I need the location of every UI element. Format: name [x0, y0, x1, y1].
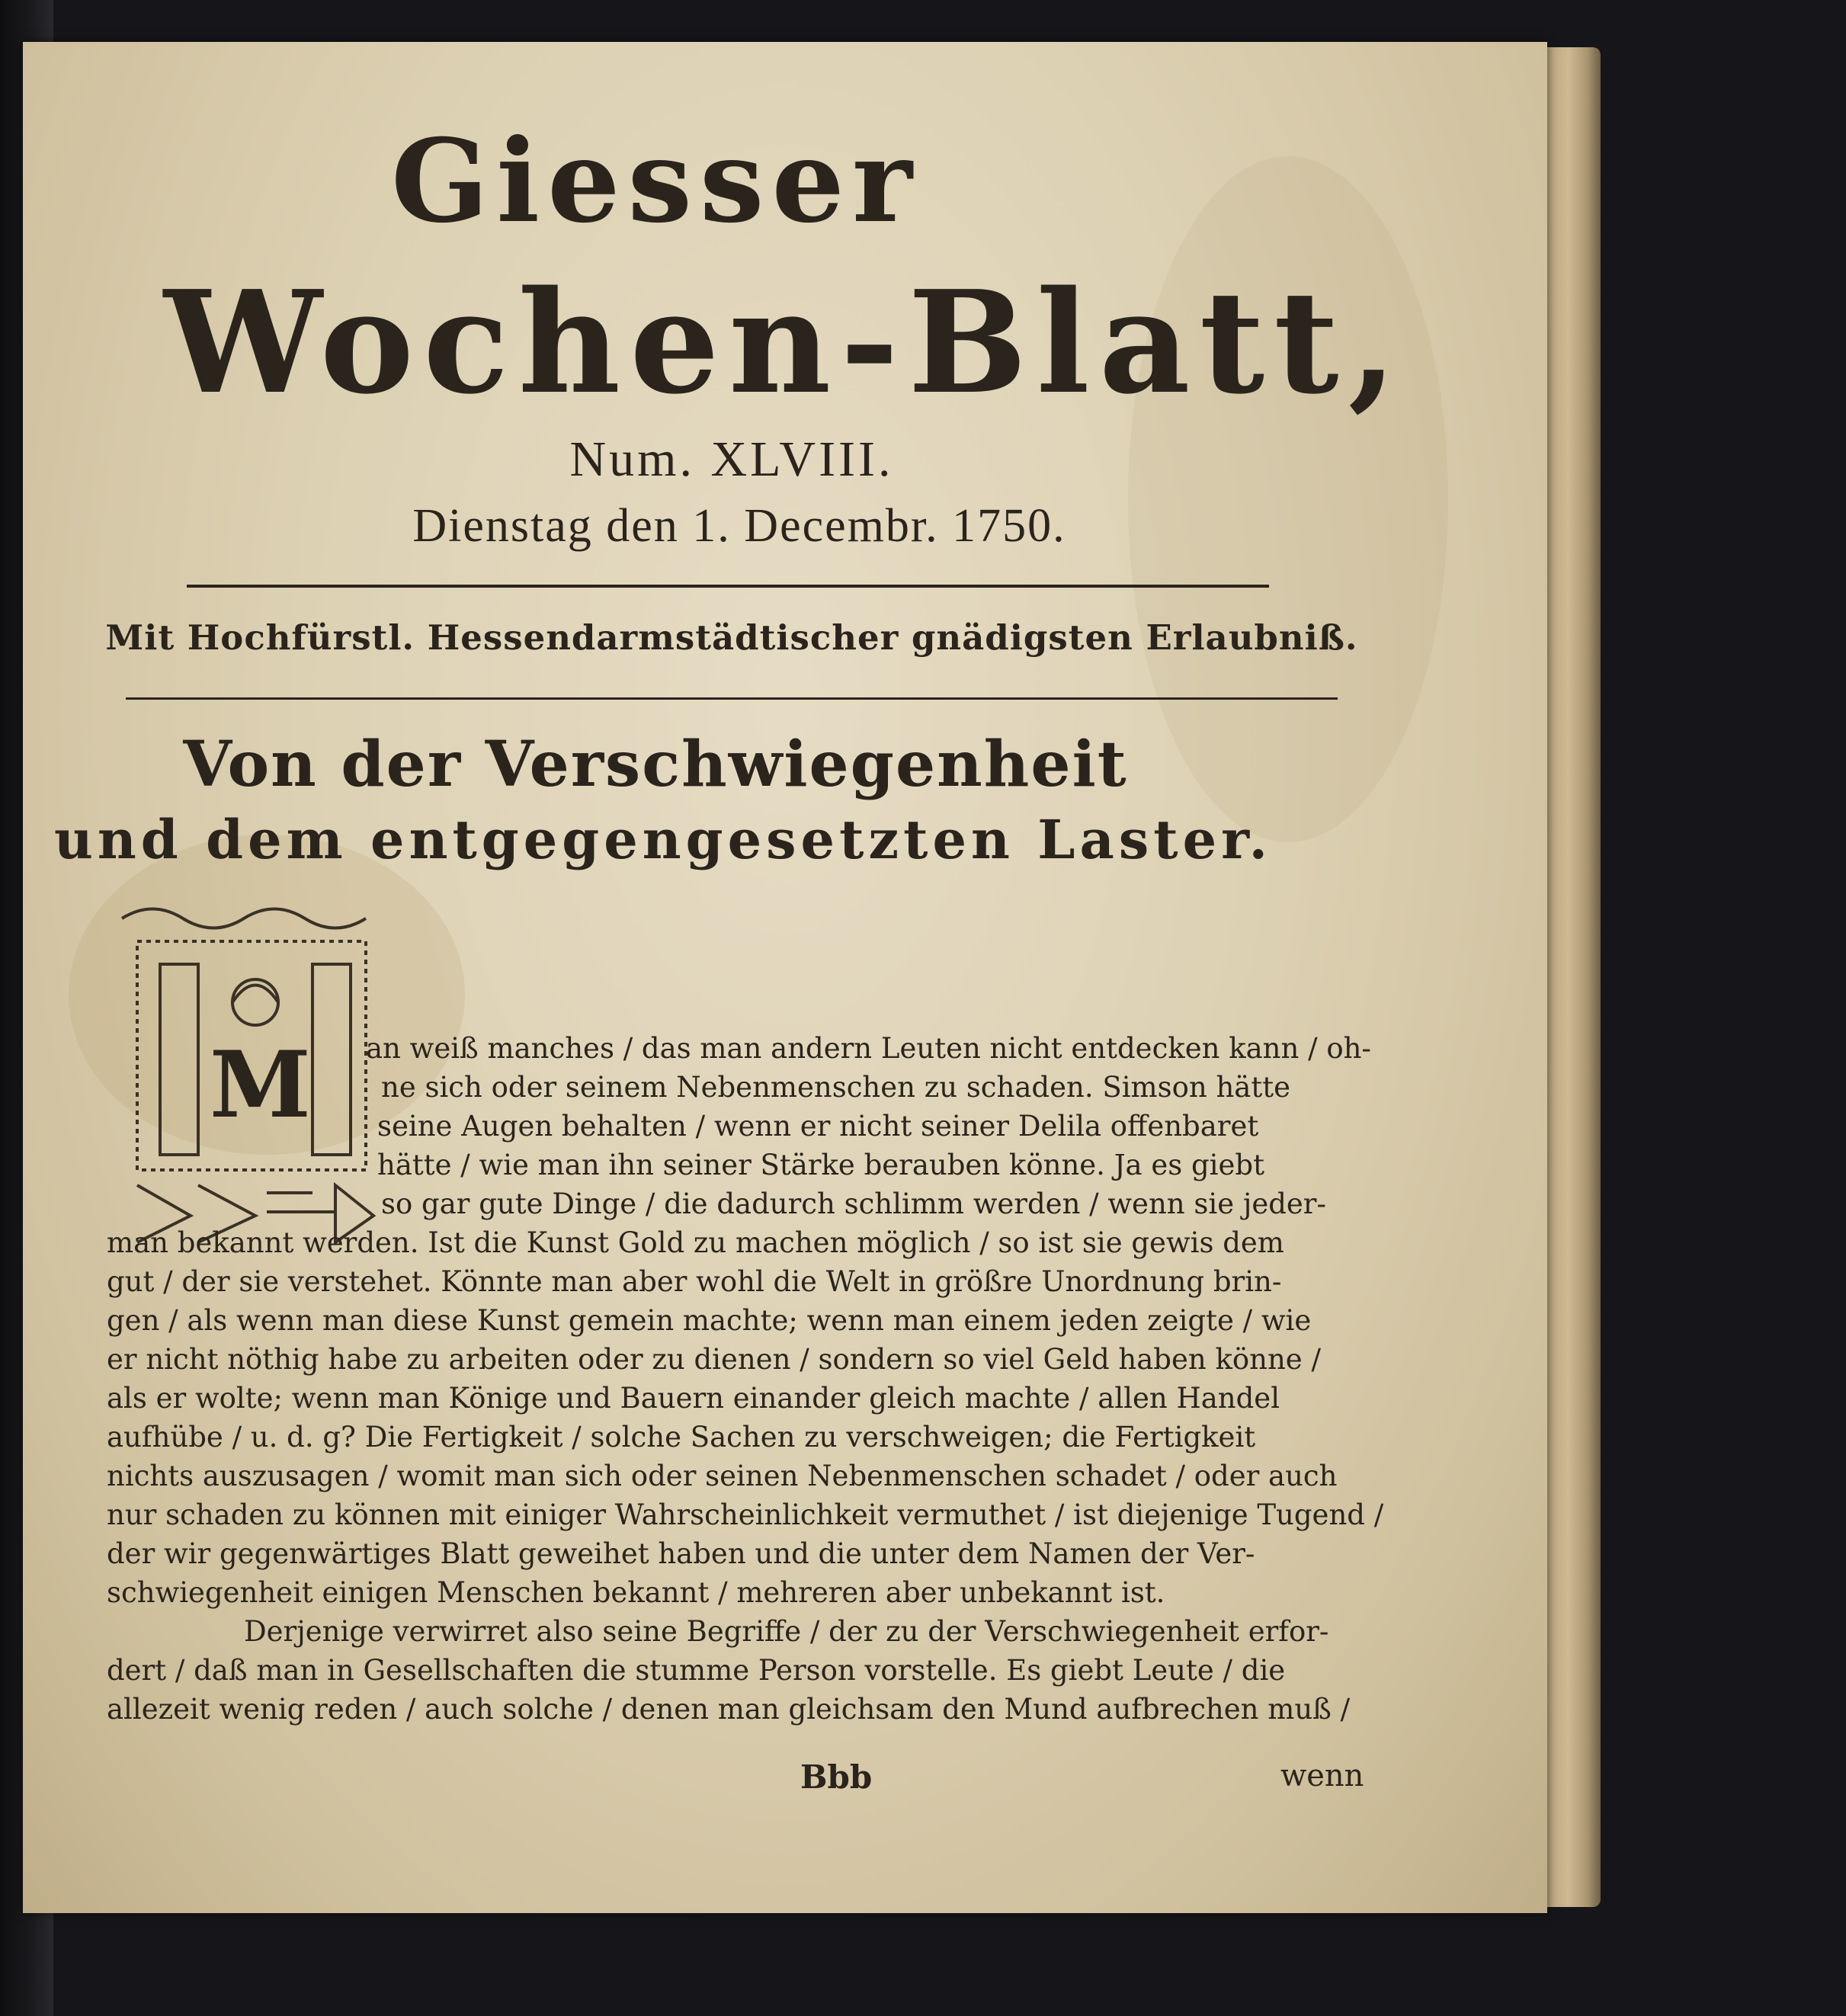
article-headline: Von der Verschwiegenheit [183, 728, 1128, 801]
printing-permission: Mit Hochfürstl. Hessendarmstädtischer gnädigsten Erlaubniß. [105, 617, 1358, 658]
body-line: an weiß manches / das man andern Leuten nicht entdecken kann / oh- [366, 1032, 1371, 1065]
body-line: dert / daß man in Gesellschaften die stumme Person vorstelle. Es giebt Leute / die [107, 1654, 1286, 1687]
body-line: so gar gute Dinge / die dadurch schlimm werden / wenn sie jeder- [381, 1187, 1326, 1220]
body-line: nur schaden zu können mit einiger Wahrscheinlichkeit vermuthet / ist diejenige Tugend / [107, 1498, 1384, 1531]
body-line: er nicht nöthig habe zu arbeiten oder zu dienen / sondern so viel Geld haben könne / [107, 1343, 1321, 1376]
body-line: ne sich oder seinem Nebenmenschen zu schaden. Simson hätte [381, 1071, 1290, 1104]
body-line: aufhübe / u. d. g? Die Fertigkeit / solche Sachen zu verschweigen; die Fertigkeit [107, 1421, 1256, 1454]
masthead-title-line2: Wochen-Blatt, [163, 259, 1407, 425]
header-divider [126, 697, 1338, 700]
body-line: hätte / wie man ihn seiner Stärke berauben könne. Ja es giebt [377, 1149, 1264, 1181]
catchword: wenn [1280, 1758, 1364, 1793]
newspaper-page [23, 42, 1547, 1913]
masthead-title-line1: Giesser [391, 114, 920, 248]
masthead-divider [187, 585, 1269, 588]
article-subheadline: und dem entgegengesetzten Laster. [54, 808, 1272, 871]
body-line: als er wolte; wenn man Könige und Bauern einander gleich machte / allen Handel [107, 1382, 1280, 1415]
issue-number: Num. XLVIII. [569, 431, 894, 487]
printer-signature-mark: Bbb [800, 1758, 873, 1796]
body-line: Derjenige verwirret also seine Begriffe / der zu der Verschwiegenheit erfor- [244, 1615, 1329, 1648]
initial-letter: M [210, 1031, 311, 1139]
body-line: gen / als wenn man diese Kunst gemein machte; wenn man einem jeden zeigte / wie [107, 1304, 1312, 1337]
issue-date: Dienstag den 1. Decembr. 1750. [412, 500, 1066, 552]
body-line: nichts auszusagen / womit man sich oder seinen Nebenmenschen schadet / oder auch [107, 1460, 1338, 1492]
body-line: gut / der sie verstehet. Könnte man aber wohl die Welt in größre Unordnung brin- [107, 1265, 1282, 1298]
book-fore-edge [1547, 47, 1601, 1907]
body-line: allezeit wenig reden / auch solche / denen man gleichsam den Mund aufbrechen muß / [107, 1693, 1351, 1726]
body-line: der wir gegenwärtiges Blatt geweihet haben und die unter dem Namen der Ver- [107, 1537, 1255, 1570]
body-line: schwiegenheit einigen Menschen bekannt / mehreren aber unbekannt ist. [107, 1576, 1165, 1609]
decorated-initial [107, 896, 389, 1246]
body-line: man bekannt werden. Ist die Kunst Gold zu machen möglich / so ist sie gewis dem [107, 1226, 1284, 1259]
body-line: seine Augen behalten / wenn er nicht seiner Delila offenbaret [377, 1110, 1259, 1143]
